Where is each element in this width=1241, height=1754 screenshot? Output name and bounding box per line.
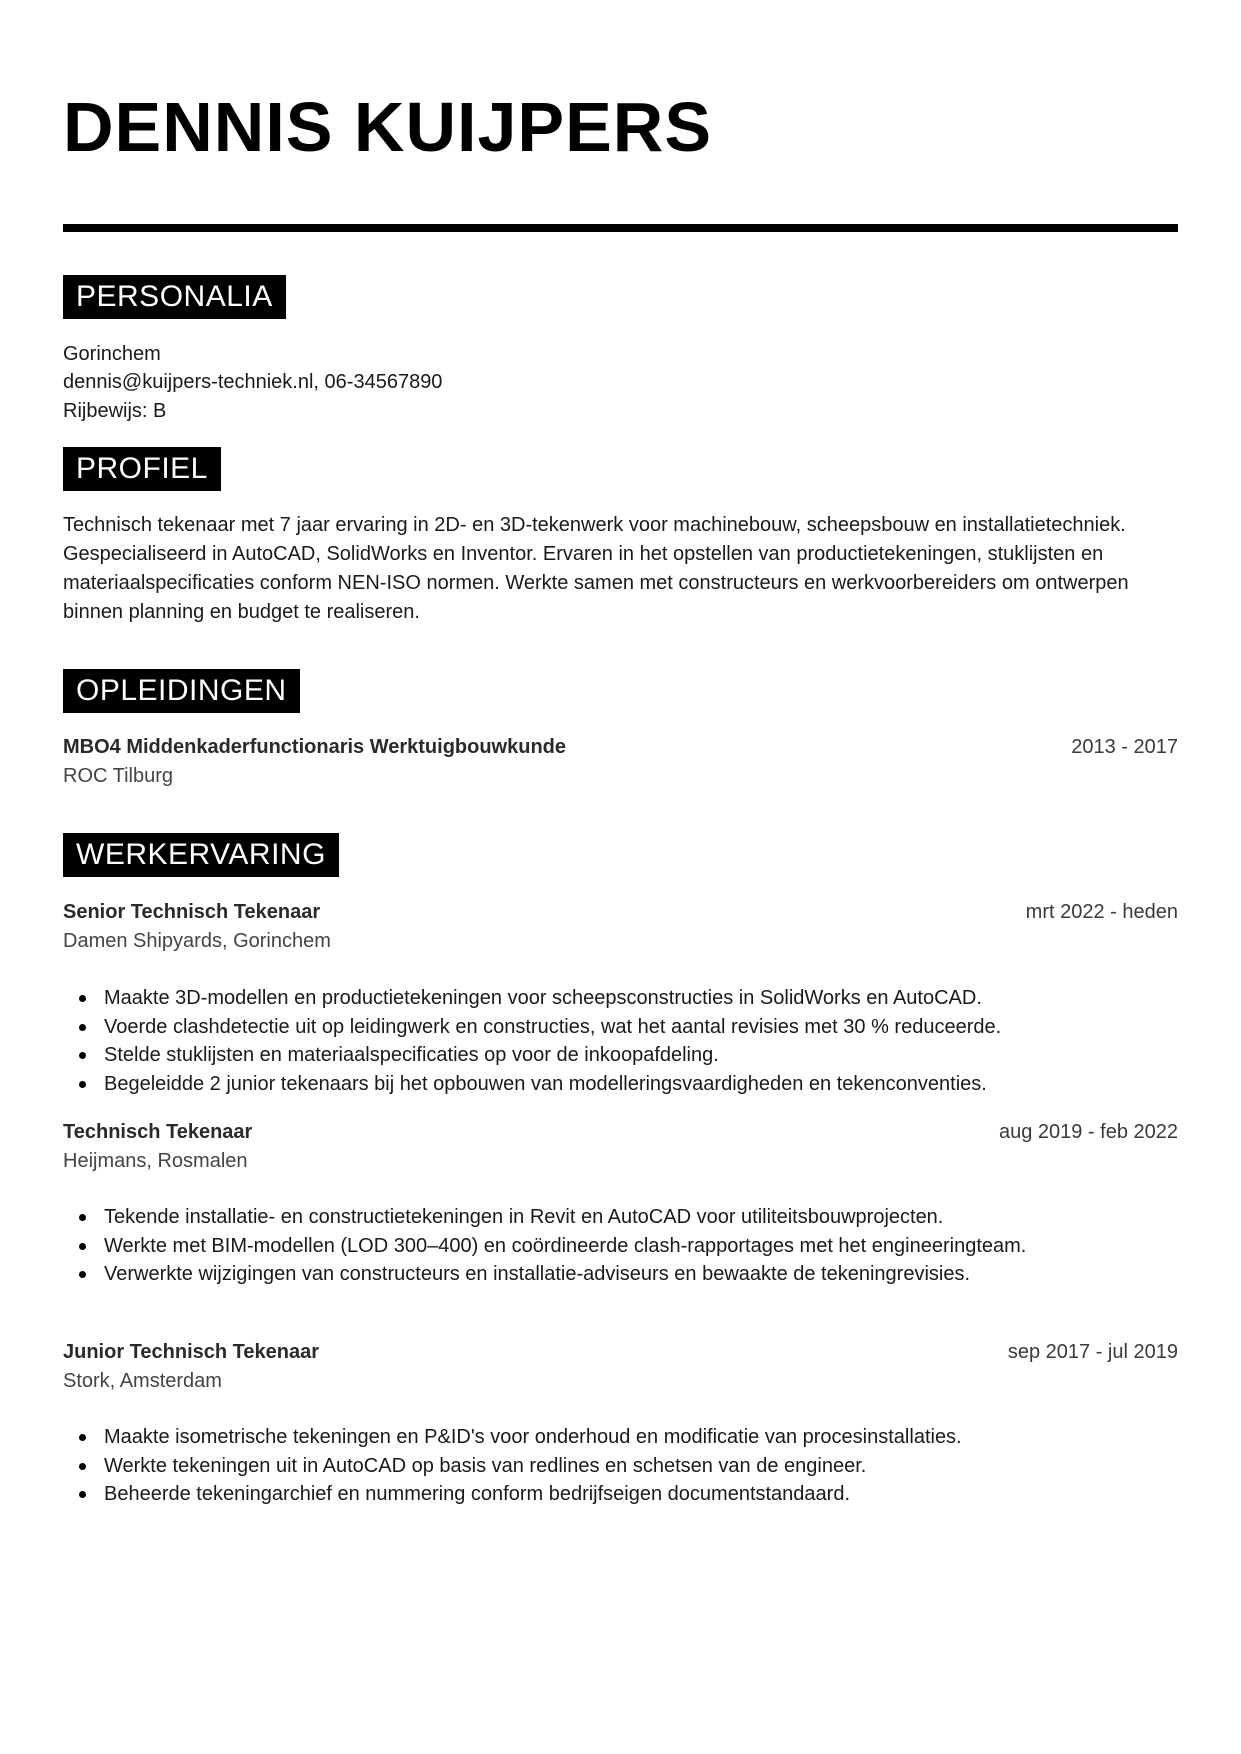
job-period: aug 2019 - feb 2022 xyxy=(998,1121,1178,1143)
job-title: Junior Technisch Tekenaar xyxy=(63,1341,320,1363)
bullet-dot-icon xyxy=(79,995,86,1002)
bullet-text: Werkte met BIM-modellen (LOD 300–400) en coördineerde clash-rapportages met het engineeringteam. xyxy=(104,1234,1027,1257)
job-company: Heijmans, Rosmalen xyxy=(63,1150,248,1172)
job-bullet-list xyxy=(63,984,1178,1098)
job-company: Stork, Amsterdam xyxy=(63,1370,222,1392)
bullet-text: Maakte 3D-modellen en productietekeningen voor scheepsconstructies in SolidWorks en AutoCAD. xyxy=(104,987,982,1009)
list-item xyxy=(63,1260,1178,1289)
bullet-text: Voerde clashdetectie uit op leidingwerk en constructies, wat het aantal revisies met 30 % reduceerde. xyxy=(104,1015,1002,1038)
personalia-city: Gorinchem xyxy=(63,343,161,365)
job-period: mrt 2022 - heden xyxy=(1025,901,1178,923)
list-item xyxy=(63,1232,1178,1261)
bullet-text: Werkte tekeningen uit in AutoCAD op basis van redlines en schetsen van de engineer. xyxy=(104,1454,867,1477)
bullet-text: Begeleidde 2 junior tekenaars bij het opbouwen van modelleringsvaardigheden en tekenconventies. xyxy=(104,1072,987,1095)
list-item xyxy=(63,1013,1178,1042)
bullet-dot-icon xyxy=(79,1491,86,1498)
bullet-text: Tekende installatie- en constructietekeningen in Revit en AutoCAD voor utiliteitsbouwprojecten. xyxy=(104,1206,944,1228)
bullet-dot-icon xyxy=(79,1081,86,1088)
bullet-dot-icon xyxy=(79,1243,86,1250)
personalia-license: Rijbewijs: B xyxy=(63,400,167,422)
list-item xyxy=(63,1203,1178,1232)
section-heading-werkervaring: WERKERVARING xyxy=(63,833,339,877)
list-item xyxy=(63,1041,1178,1070)
list-item xyxy=(63,1480,1178,1509)
list-item xyxy=(63,984,1178,1013)
bullet-dot-icon xyxy=(79,1271,86,1278)
job-company: Damen Shipyards, Gorinchem xyxy=(63,930,331,952)
bullet-dot-icon xyxy=(79,1434,86,1441)
bullet-dot-icon xyxy=(79,1052,86,1059)
profiel-text: Technisch tekenaar met 7 jaar ervaring in 2D- en 3D-tekenwerk voor machinebouw, scheepsbouw en installatietechniek. Gespecialiseerd in AutoCAD, SolidWorks en Inventor. Ervaren in het opstellen van productietekeningen, stuklijsten en materiaalspecificaties conform NEN-ISO normen. Werkte samen met constructeurs en werkvoorbereiders om ontwerpen binnen planning en budget te realiseren. xyxy=(63,514,1129,623)
bullet-text: Verwerkte wijzigingen van constructeurs en installatie-adviseurs en bewaakte de tekeningrevisies. xyxy=(104,1263,971,1285)
job-period: sep 2017 - jul 2019 xyxy=(1007,1341,1178,1363)
list-item xyxy=(63,1070,1178,1099)
section-heading-profiel: PROFIEL xyxy=(63,447,221,491)
job-bullet-list xyxy=(63,1203,1178,1289)
bullet-dot-icon xyxy=(79,1024,86,1031)
job-title: Senior Technisch Tekenaar xyxy=(63,901,321,923)
bullet-dot-icon xyxy=(79,1214,86,1221)
education-title: MBO4 Middenkaderfunctionaris Werktuigbouwkunde xyxy=(63,736,567,758)
job-title: Technisch Tekenaar xyxy=(63,1121,253,1143)
personalia-contact: dennis@kuijpers-techniek.nl, 06-34567890 xyxy=(63,371,443,393)
bullet-text: Maakte isometrische tekeningen en P&ID's voor onderhoud en modificatie van procesinstallaties. xyxy=(104,1426,962,1448)
candidate-name: DENNIS KUIJPERS xyxy=(63,88,713,166)
header-divider xyxy=(63,224,1178,232)
job-bullet-list xyxy=(63,1423,1178,1509)
section-heading-personalia: PERSONALIA xyxy=(63,275,286,319)
bullet-text: Beheerde tekeningarchief en nummering conform bedrijfseigen documentstandaard. xyxy=(104,1483,851,1505)
education-school: ROC Tilburg xyxy=(63,765,174,787)
bullet-text: Stelde stuklijsten en materiaalspecificaties op voor de inkoopafdeling. xyxy=(104,1044,719,1066)
list-item xyxy=(63,1452,1178,1481)
list-item xyxy=(63,1423,1178,1452)
section-heading-opleidingen: OPLEIDINGEN xyxy=(63,669,300,713)
education-period: 2013 - 2017 xyxy=(1071,736,1178,758)
bullet-dot-icon xyxy=(79,1463,86,1470)
